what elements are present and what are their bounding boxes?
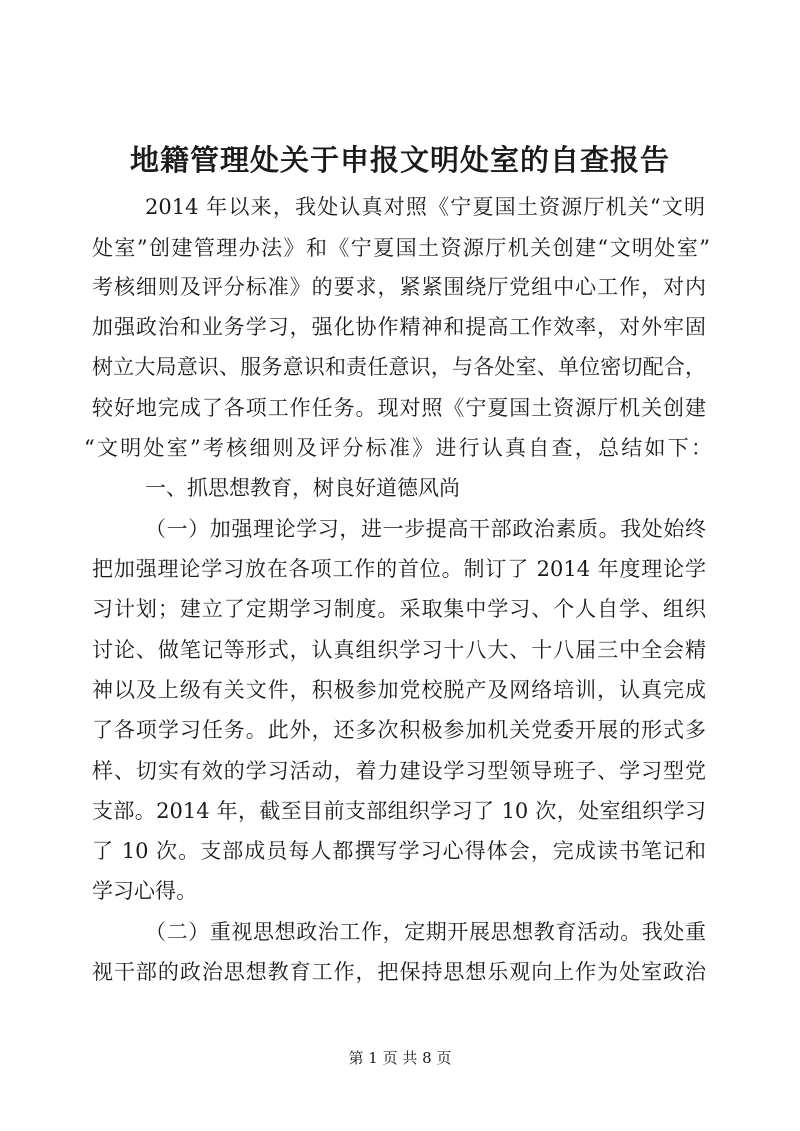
body-line: “文明处室”考核细则及评分标准》进行认真自查，总结如下： bbox=[84, 436, 712, 460]
body-line: 了 10 次。支部成员每人都撰写学习心得体会，完成读书笔记和 bbox=[92, 839, 706, 863]
body-line: 2014 年以来，我处认真对照《宁夏国土资源厅机关“文明 bbox=[145, 195, 705, 219]
body-line: 视干部的政治思想教育工作，把保持思想乐观向上作为处室政治 bbox=[92, 960, 706, 984]
page-footer: 第 1 页 共 8 页 bbox=[348, 1049, 452, 1067]
body-line: （二）重视思想政治工作，定期开展思想教育活动。我处重 bbox=[145, 920, 706, 944]
body-line: 样、切实有效的学习活动，着力建设学习型领导班子、学习型党 bbox=[92, 759, 706, 783]
body-line: 把加强理论学习放在各项工作的首位。制订了 2014 年度理论学 bbox=[92, 557, 706, 581]
body-line: 加强政治和业务学习，强化协作精神和提高工作效率，对外牢固 bbox=[92, 315, 706, 339]
body-line: 习计划；建立了定期学习制度。采取集中学习、个人自学、组织 bbox=[92, 597, 706, 621]
body-line: 神以及上级有关文件，积极参加党校脱产及网络培训，认真完成 bbox=[92, 678, 706, 702]
body-line: 较好地完成了各项工作任务。现对照《宁夏国土资源厅机关创建 bbox=[92, 396, 706, 420]
body-line: 处室”创建管理办法》和《宁夏国土资源厅机关创建“文明处室” bbox=[92, 236, 710, 260]
body-line: 树立大局意识、服务意识和责任意识，与各处室、单位密切配合， bbox=[92, 355, 706, 379]
body-line: 讨论、做笔记等形式，认真组织学习十八大、十八届三中全会精 bbox=[92, 638, 706, 662]
document-title: 地籍管理处关于申报文明处室的自查报告 bbox=[129, 143, 670, 177]
body-line: （一）加强理论学习，进一步提高干部政治素质。我处始终 bbox=[145, 517, 706, 541]
body-line: 了各项学习任务。此外，还多次积极参加机关党委开展的形式多 bbox=[92, 718, 706, 742]
body-line: 支部。2014 年，截至目前支部组织学习了 10 次，处室组织学习 bbox=[92, 799, 706, 823]
section-heading: 一、抓思想教育，树良好道德风尚 bbox=[145, 476, 460, 500]
body-line: 考核细则及评分标准》的要求，紧紧围绕厅党组中心工作，对内 bbox=[92, 275, 706, 299]
body-line: 学习心得。 bbox=[92, 879, 197, 903]
